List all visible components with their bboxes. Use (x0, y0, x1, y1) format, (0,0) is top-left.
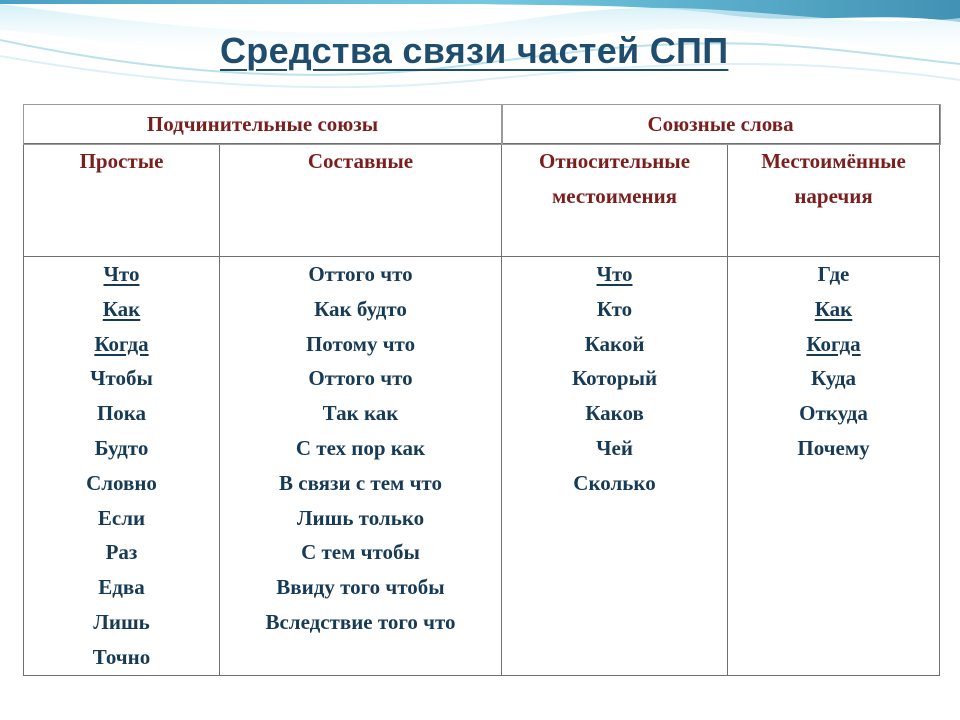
subheader-relative-pronouns (502, 144, 728, 257)
subheader-compound (220, 144, 502, 257)
simple-word: Точно (92, 644, 151, 669)
adverbs-word: Где (817, 262, 850, 286)
relative-pronouns-cell (502, 257, 728, 676)
subheader-adverbs-line-1: Местоимённые (761, 149, 906, 173)
simple-word: Лишь (93, 609, 150, 634)
adverbs-word: Как (814, 296, 853, 321)
relative-word: Кто (596, 296, 633, 321)
compound-word: Лишь только (296, 505, 425, 530)
adverbs-word: Куда (811, 366, 857, 391)
simple-word: Чтобы (90, 366, 153, 391)
adverbs-word: Когда (806, 331, 861, 356)
relative-word: Что (596, 262, 633, 286)
compound-word: Потому что (305, 331, 416, 356)
adverbs-word: Откуда (799, 401, 868, 426)
relative-word: Каков (585, 401, 644, 426)
subheader-relative-line-2: местоимения (552, 183, 678, 208)
relative-word: Который (571, 366, 658, 391)
connectives-table (23, 104, 940, 676)
group-header-conjunctions: Подчинительные союзы (24, 105, 502, 144)
simple-word: Когда (94, 331, 149, 356)
subheader-pronominal-adverbs (728, 144, 940, 257)
compound-word: Ввиду того чтобы (276, 575, 445, 600)
simple-word: Будто (94, 435, 149, 460)
compound-word: С тем чтобы (301, 540, 420, 565)
subheader-compound-line: Составные (307, 149, 414, 173)
compound-word: С тех пор как (295, 435, 426, 460)
subheader-simple (24, 144, 220, 257)
compound-word: Оттого что (308, 262, 413, 286)
simple-word: Раз (105, 540, 138, 565)
relative-word: Какой (584, 331, 645, 356)
relative-word: Чей (596, 435, 633, 460)
simple-word: Что (103, 262, 140, 286)
simple-conjunctions-cell (24, 257, 220, 676)
page-title: Средства связи частей СПП (220, 30, 729, 71)
compound-word: Оттого что (308, 366, 413, 391)
compound-word: Так как (322, 401, 399, 426)
compound-conjunctions-cell (220, 257, 502, 676)
adverbs-word: Почему (797, 435, 870, 460)
subheader-adverbs-line-2: наречия (794, 183, 873, 208)
words-row (24, 257, 940, 676)
compound-word: В связи с тем что (279, 470, 442, 495)
simple-word: Если (97, 505, 146, 530)
simple-word: Едва (98, 575, 145, 600)
group-header-row (24, 105, 940, 144)
simple-word: Словно (86, 470, 157, 495)
compound-word: Вследствие того что (265, 609, 456, 634)
pronominal-adverbs-cell (728, 257, 940, 676)
subheader-simple-line: Простые (79, 149, 164, 173)
subheader-row (24, 144, 940, 257)
relative-word: Сколько (573, 470, 656, 495)
subheader-relative-line-1: Относительные (539, 149, 691, 173)
compound-word: Как будто (314, 296, 407, 321)
simple-word: Как (102, 296, 141, 321)
group-header-conjunctive-words: Союзные слова (502, 105, 940, 144)
simple-word: Пока (96, 401, 147, 426)
